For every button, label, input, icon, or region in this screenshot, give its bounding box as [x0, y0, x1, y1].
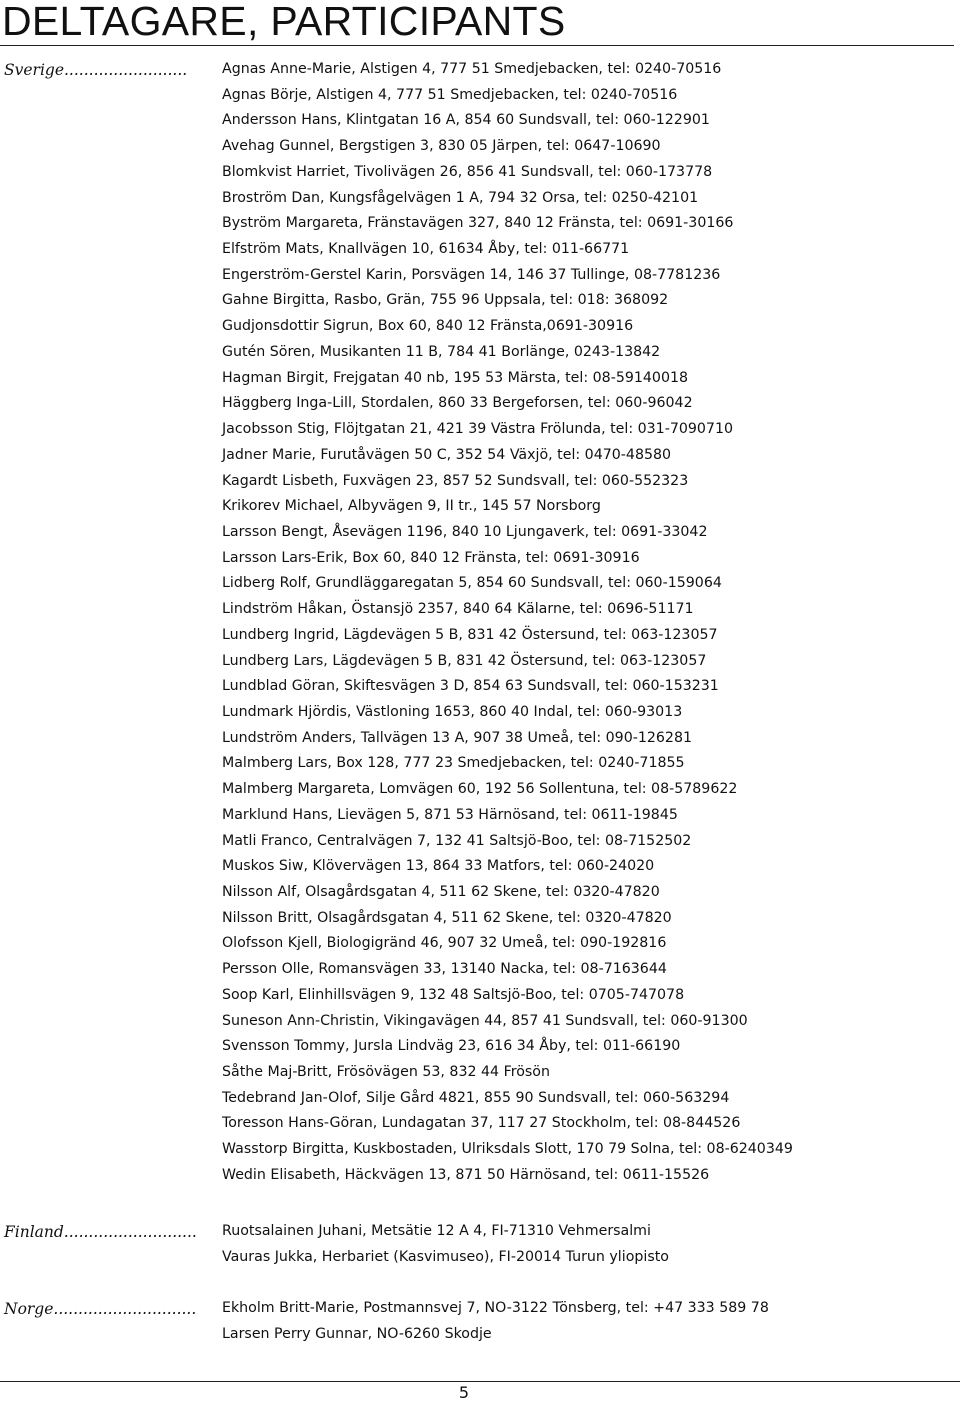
- list-item: Tedebrand Jan-Olof, Silje Gård 4821, 855 90 Sundsvall, tel: 060-563294: [222, 1089, 730, 1106]
- list-item: Wasstorp Birgitta, Kuskbostaden, Ulriksdals Slott, 170 79 Solna, tel: 08-6240349: [222, 1141, 793, 1158]
- country-label-norge: Norge.............................: [4, 1300, 197, 1318]
- list-item: Larsen Perry Gunnar, NO-6260 Skodje: [222, 1325, 492, 1342]
- list-item: Soop Karl, Elinhillsvägen 9, 132 48 Saltsjö-Boo, tel: 0705-747078: [222, 986, 685, 1003]
- list-item: Elfström Mats, Knallvägen 10, 61634 Åby, tel: 011-66771: [222, 241, 630, 258]
- list-item: Andersson Hans, Klintgatan 16 A, 854 60 Sundsvall, tel: 060-122901: [222, 112, 710, 129]
- list-item: Vauras Jukka, Herbariet (Kasvimuseo), FI-20014 Turun yliopisto: [222, 1248, 669, 1265]
- list-item: Lundström Anders, Tallvägen 13 A, 907 38 Umeå, tel: 090-126281: [222, 729, 692, 746]
- list-item: Agnas Börje, Alstigen 4, 777 51 Smedjebacken, tel: 0240-70516: [222, 86, 678, 103]
- list-item: Byström Margareta, Fränstavägen 327, 840 12 Fränsta, tel: 0691-30166: [222, 215, 734, 232]
- list-item: Kagardt Lisbeth, Fuxvägen 23, 857 52 Sundsvall, tel: 060-552323: [222, 472, 689, 489]
- list-item: Marklund Hans, Lievägen 5, 871 53 Härnösand, tel: 0611-19845: [222, 806, 678, 823]
- list-item: Avehag Gunnel, Bergstigen 3, 830 05 Järpen, tel: 0647-10690: [222, 138, 661, 155]
- list-item: Häggberg Inga-Lill, Stordalen, 860 33 Bergeforsen, tel: 060-96042: [222, 395, 693, 412]
- list-item: Muskos Siw, Klövervägen 13, 864 33 Matfors, tel: 060-24020: [222, 858, 655, 875]
- list-item: Gutén Sören, Musikanten 11 B, 784 41 Borlänge, 0243-13842: [222, 343, 661, 360]
- page-title: DELTAGARE, PARTICIPANTS: [2, 0, 566, 44]
- list-item: Malmberg Margareta, Lomvägen 60, 192 56 Sollentuna, tel: 08-5789622: [222, 781, 738, 798]
- participant-list-finland: [222, 1219, 669, 1270]
- list-item: Gahne Birgitta, Rasbo, Grän, 755 96 Uppsala, tel: 018: 368092: [222, 292, 669, 309]
- list-item: Såthe Maj-Britt, Frösövägen 53, 832 44 Frösön: [222, 1064, 550, 1081]
- list-item: Blomkvist Harriet, Tivolivägen 26, 856 41 Sundsvall, tel: 060-173778: [222, 163, 713, 180]
- title-divider: [0, 45, 954, 46]
- list-item: Svensson Tommy, Jursla Lindväg 23, 616 34 Åby, tel: 011-66190: [222, 1038, 681, 1055]
- participant-list-norge: [222, 1296, 769, 1347]
- list-item: Malmberg Lars, Box 128, 777 23 Smedjebacken, tel: 0240-71855: [222, 755, 685, 772]
- list-item: Wedin Elisabeth, Häckvägen 13, 871 50 Härnösand, tel: 0611-15526: [222, 1166, 710, 1183]
- list-item: Krikorev Michael, Albyvägen 9, II tr., 145 57 Norsborg: [222, 498, 601, 515]
- list-item: Lidberg Rolf, Grundläggaregatan 5, 854 60 Sundsvall, tel: 060-159064: [222, 575, 722, 592]
- list-item: Olofsson Kjell, Biologigränd 46, 907 32 Umeå, tel: 090-192816: [222, 935, 667, 952]
- list-item: Hagman Birgit, Frejgatan 40 nb, 195 53 Märsta, tel: 08-59140018: [222, 369, 689, 386]
- participant-list-sverige: [222, 57, 793, 1189]
- list-item: Larsson Lars-Erik, Box 60, 840 12 Fränsta, tel: 0691-30916: [222, 549, 640, 566]
- list-item: Nilsson Alf, Olsagårdsgatan 4, 511 62 Skene, tel: 0320-47820: [222, 884, 660, 900]
- list-item: Jadner Marie, Furutåvägen 50 C, 352 54 Växjö, tel: 0470-48580: [222, 446, 672, 463]
- list-item: Nilsson Britt, Olsagårdsgatan 4, 511 62 Skene, tel: 0320-47820: [222, 909, 672, 926]
- list-item: Larsson Bengt, Åsevägen 1196, 840 10 Ljungaverk, tel: 0691-33042: [222, 523, 708, 540]
- list-item: Gudjonsdottir Sigrun, Box 60, 840 12 Fränsta,0691-30916: [222, 318, 634, 335]
- list-item: Persson Olle, Romansvägen 33, 13140 Nacka, tel: 08-7163644: [222, 961, 667, 978]
- list-item: Lundberg Ingrid, Lägdevägen 5 B, 831 42 Östersund, tel: 063-123057: [222, 626, 718, 643]
- page-number: 5: [458, 1383, 470, 1402]
- list-item: Agnas Anne-Marie, Alstigen 4, 777 51 Smedjebacken, tel: 0240-70516: [222, 61, 722, 77]
- list-item: Lundmark Hjördis, Västloning 1653, 860 40 Indal, tel: 060-93013: [222, 703, 683, 720]
- list-item: Engerström-Gerstel Karin, Porsvägen 14, 146 37 Tullinge, 08-7781236: [222, 266, 721, 283]
- list-item: Lundblad Göran, Skiftesvägen 3 D, 854 63 Sundsvall, tel: 060-153231: [222, 678, 719, 695]
- list-item: Toresson Hans-Göran, Lundagatan 37, 117 27 Stockholm, tel: 08-844526: [222, 1115, 741, 1132]
- list-item: Broström Dan, Kungsfågelvägen 1 A, 794 32 Orsa, tel: 0250-42101: [222, 189, 699, 206]
- list-item: Lindström Håkan, Östansjö 2357, 840 64 Kälarne, tel: 0696-51171: [222, 601, 694, 618]
- list-item: Matli Franco, Centralvägen 7, 132 41 Saltsjö-Boo, tel: 08-7152502: [222, 832, 692, 849]
- list-item: Ruotsalainen Juhani, Metsätie 12 A 4, FI-71310 Vehmersalmi: [222, 1223, 651, 1239]
- country-label-sverige: Sverige.........................: [4, 61, 188, 79]
- country-label-finland: Finland...........................: [4, 1223, 197, 1241]
- list-item: Suneson Ann-Christin, Vikingavägen 44, 857 41 Sundsvall, tel: 060-91300: [222, 1012, 748, 1029]
- list-item: Jacobsson Stig, Flöjtgatan 21, 421 39 Västra Frölunda, tel: 031-7090710: [222, 421, 734, 438]
- list-item: Lundberg Lars, Lägdevägen 5 B, 831 42 Östersund, tel: 063-123057: [222, 652, 707, 669]
- list-item: Ekholm Britt-Marie, Postmannsvej 7, NO-3122 Tönsberg, tel: +47 333 589 78: [222, 1300, 769, 1316]
